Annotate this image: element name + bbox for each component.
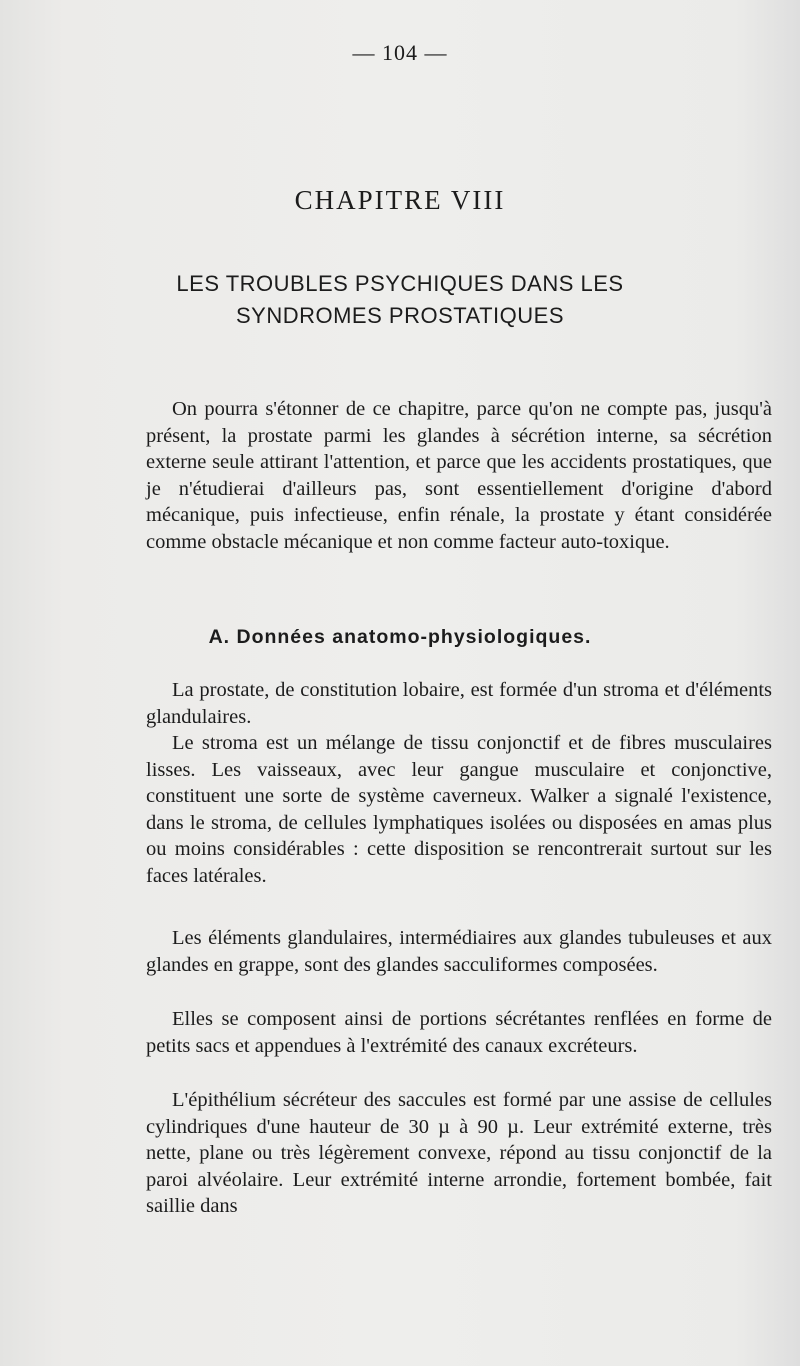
chapter-title: CHAPITRE VIII xyxy=(294,185,506,215)
section-heading: A. Données anatomo-physiologiques. xyxy=(208,626,592,648)
body-paragraph xyxy=(146,925,772,978)
body-paragraph-text: Les éléments glandulaires, intermédiaires aux glandes tubuleuses et aux glandes en grappe, sont des glandes sacculiformes composées. xyxy=(146,927,772,976)
body-paragraph-text: L'épithélium sécréteur des saccules est formé par une assise de cellules cylindriques d'une hauteur de 30 µ à 90 µ. Leur extrémité externe, très nette, plane ou très légèrement convexe, répond au tissu conjonctif de la paroi alvéolaire. Leur extrémité interne arrondie, fortement bombée, fait saillie dans xyxy=(146,1089,772,1217)
chapter-subtitle-line-2: SYNDROMES PROSTATIQUES xyxy=(235,303,564,328)
chapter-subtitle-line-1: LES TROUBLES PSYCHIQUES DANS LES xyxy=(176,271,624,296)
page-number: — 104 — xyxy=(352,40,448,65)
body-paragraph xyxy=(146,1087,772,1220)
body-paragraph-text: Le stroma est un mélange de tissu conjonctif et de fibres musculaires lisses. Les vaisseaux, avec leur gangue musculaire et conjonctive, constituent une sorte de système caverneux. Walker a signalé l'existence, dans le stroma, de cellules lymphatiques isolées ou disposées en amas plus ou moins considérables : cette disposition se rencontrerait surtout sur les faces latérales. xyxy=(146,732,772,887)
body-paragraph-text: Elles se composent ainsi de portions sécrétantes renflées en forme de petits sacs et appendues à l'extrémité des canaux excréteurs. xyxy=(146,1008,772,1057)
intro-paragraph-text: On pourra s'étonner de ce chapitre, parce qu'on ne compte pas, jusqu'à présent, la prostate parmi les glandes à sécrétion interne, sa sécrétion externe seule attirant l'attention, et parce que les accidents prostatiques, que je n'étudierai d'ailleurs pas, sont essentiellement d'origine d'abord mécanique, puis infectieuse, enfin rénale, la prostate y étant considérée comme obstacle mécanique et non comme facteur auto-toxique. xyxy=(146,398,772,553)
body-paragraph xyxy=(146,677,772,730)
body-paragraph xyxy=(146,730,772,889)
chapter-subtitle xyxy=(0,268,800,332)
body-paragraph xyxy=(146,1006,772,1059)
body-paragraph-text: La prostate, de constitution lobaire, est formée d'un stroma et d'éléments glandulaires. xyxy=(146,679,772,728)
intro-paragraph xyxy=(146,396,772,555)
